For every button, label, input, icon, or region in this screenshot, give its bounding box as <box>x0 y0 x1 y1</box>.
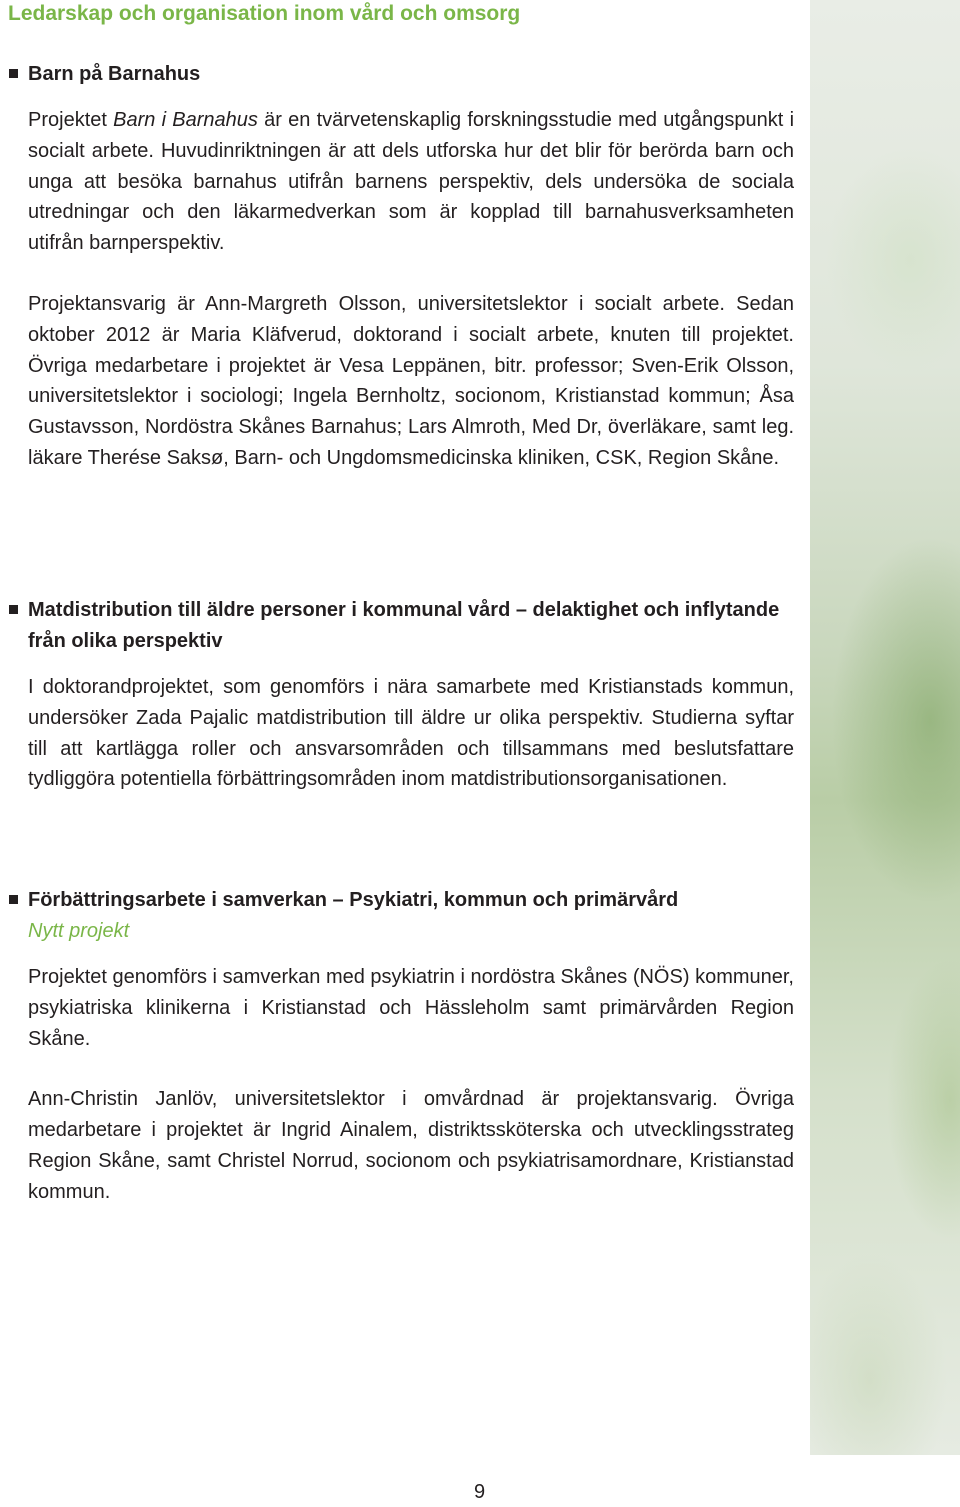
section-subtitle: Nytt projekt <box>28 920 130 942</box>
bullet-square-icon <box>9 895 18 904</box>
page-header: Ledarskap och organisation inom vård och omsorg <box>8 2 521 25</box>
paragraph: Projektansvarig är Ann-Margreth Olsson, universitetslektor i socialt arbete. Sedan oktober 2012 är Maria Kläfverud, doktorand i socialt arbete, knuten till projektet. Övriga medarbetare i projektet är Vesa Leppänen, bitr. professor; Sven-Erik Olsson, universitetslektor i sociologi; Ingela Bernholtz, socionom, Kristianstad kommun; Åsa Gustavsson, Nordöstra Skånes Barnahus; Lars Almroth, Med Dr, överläkare, samt leg. läkare Therése Saksø, Barn- och Ungdomsmedicinska kliniken, CSK, Region Skåne. <box>28 292 794 469</box>
section-title <box>8 59 794 90</box>
paragraph-text: är en tvärvetenskaplig forskningsstudie med utgångspunkt i socialt arbete. Huvudinriktningen är att dels utforska hur det blir för berörda barn och unga att besöka barnahus utifrån barnens perspektiv, dels undersöka de sociala utredningar och den läkarmedverkan som är kopplad till barnahusverksamheten utifrån barnperspektiv. <box>28 109 795 255</box>
section-title-text: Matdistribution till äldre personer i kommunal vård – delaktighet och inflytande från olika perspektiv <box>28 599 780 652</box>
page-number: 9 <box>474 1481 486 1503</box>
bullet-square-icon <box>9 605 18 614</box>
decorative-leaf-image <box>810 0 960 1455</box>
section-matdistribution <box>8 595 794 795</box>
paragraph: Projektet genomförs i samverkan med psykiatrin i nordöstra Skånes (NÖS) kommuner, psykiatriska klinikerna i Kristianstad och Hässleholm samt primärvården Region Skåne. <box>28 966 794 1050</box>
section-title <box>8 595 794 657</box>
section-barn-pa-barnahus <box>8 59 794 474</box>
section-title-text: Barn på Barnahus <box>28 63 201 85</box>
paragraph: I doktorandprojektet, som genomförs i nära samarbete med Kristianstads kommun, undersöker Zada Pajalic matdistribution till äldre ur olika perspektiv. Studierna syftar till att kartlägga roller och ansvarsområden och tillsammans med beslutsfattare tydliggöra potentiella förbättringsområden inom matdistributionsorganisationen. <box>28 676 794 791</box>
section-forbattringsarbete <box>8 885 794 1208</box>
bullet-square-icon <box>9 69 18 78</box>
paragraph-text: Projektet <box>28 109 114 131</box>
paragraph <box>8 105 794 259</box>
project-name-italic: Barn i Barnahus <box>113 109 258 131</box>
section-title-text: Förbättringsarbete i samverkan – Psykiatri, kommun och primärvård <box>28 889 679 911</box>
paragraph: Ann-Christin Janlöv, universitetslektor i omvårdnad är projektansvarig. Övriga medarbetare i projektet är Ingrid Ainalem, distriktssköterska och utvecklingsstrateg Region Skåne, samt Christel Norrud, socionom och psykiatrisamordnare, Kristianstad kommun. <box>28 1088 794 1203</box>
section-title <box>8 885 794 916</box>
